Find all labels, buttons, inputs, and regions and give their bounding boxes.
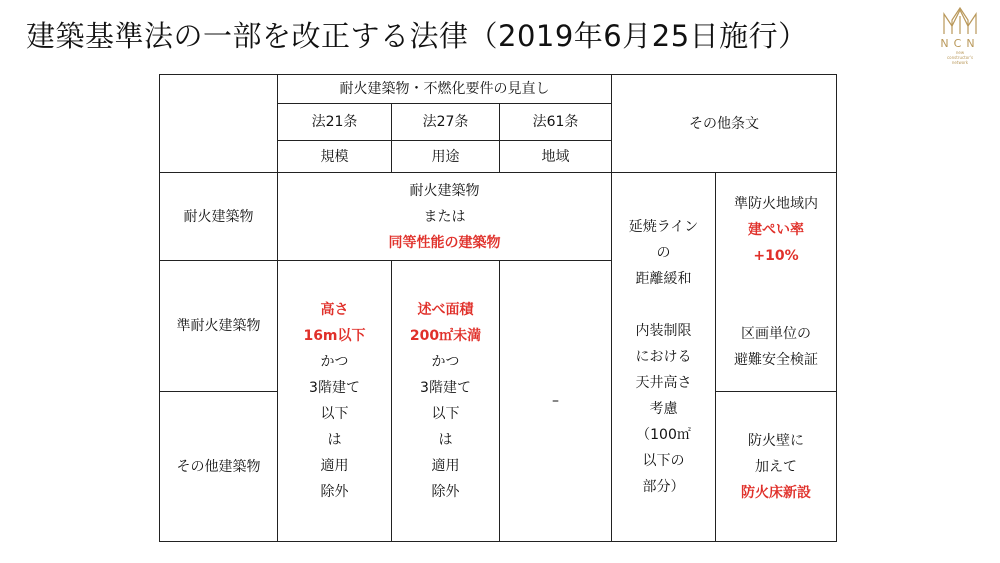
logo-tagline: new constructor's network: [946, 50, 974, 65]
row-header-other: その他建築物: [160, 392, 278, 542]
article-61-header: 法61条: [500, 104, 612, 141]
firewall-cell: 防火壁に 加えて 防火床新設: [716, 392, 837, 542]
spread-line-cell: 延焼ライン の 距離緩和 内装制限 における 天井高さ 考慮 （100㎡ 以下の 部分）: [612, 173, 716, 542]
subject-use: 用途: [392, 141, 500, 173]
row-header-fireproof: 耐火建築物: [160, 173, 278, 261]
article-61-cell: –: [500, 261, 612, 542]
page-title: 建築基準法の一部を改正する法律（2019年6月25日施行）: [26, 19, 808, 53]
header-group-cell: 耐火建築物・不燃化要件の見直し: [278, 75, 612, 104]
fireproof-requirement-cell: 耐火建築物 または 同等性能の建築物: [278, 173, 612, 261]
other-articles-header: その他条文: [612, 75, 837, 173]
subject-area: 地域: [500, 141, 612, 173]
row-header-quasi-fireproof: 準耐火建築物: [160, 261, 278, 392]
article-21-exemption-cell: 高さ 16m以下 かつ 3階建て 以下 は 適用 除外: [278, 261, 392, 542]
subject-scale: 規模: [278, 141, 392, 173]
article-21-header: 法21条: [278, 104, 392, 141]
quasi-fire-area-cell: 準防火地域内 建ぺい率 +10% 区画単位の 避難安全検証: [716, 173, 837, 392]
logo-letters: NCN: [940, 37, 980, 50]
article-27-exemption-cell: 述べ面積 200㎡未満 かつ 3階建て 以下 は 適用 除外: [392, 261, 500, 542]
article-27-header: 法27条: [392, 104, 500, 141]
crown-icon: [938, 6, 982, 36]
ncn-logo: [930, 6, 990, 64]
law-revision-table: [159, 74, 837, 542]
corner-cell: [160, 75, 278, 173]
